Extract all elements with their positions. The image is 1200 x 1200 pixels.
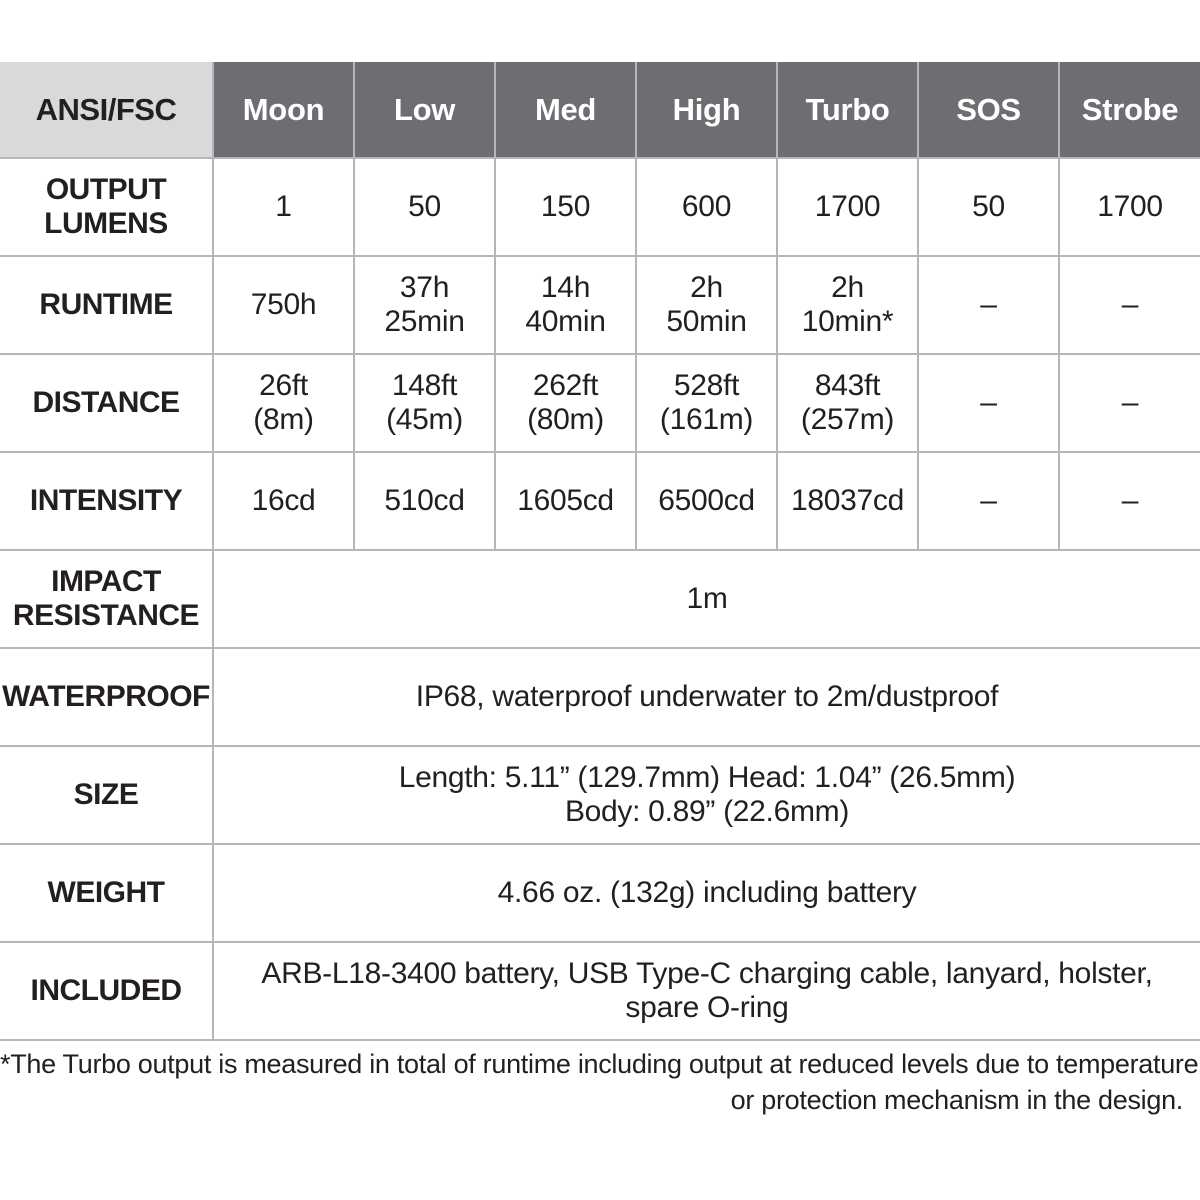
- turbo-footnote: *The Turbo output is measured in total of runtime including output at reduced levels due to temperature or protection mechanism in the design.: [0, 1049, 1199, 1115]
- runtime-high: 2h 50min: [636, 256, 777, 354]
- mode-header-med: Med: [495, 62, 636, 158]
- row-label-included: INCLUDED: [0, 942, 213, 1040]
- runtime-row: [0, 256, 1200, 354]
- waterproof-value: IP68, waterproof underwater to 2m/dustproof: [213, 648, 1200, 746]
- weight-row: [0, 844, 1200, 942]
- included-value: ARB-L18-3400 battery, USB Type-C charging cable, lanyard, holster, spare O-ring: [213, 942, 1200, 1040]
- output-low: 50: [354, 158, 495, 256]
- intensity-row: [0, 452, 1200, 550]
- output-high: 600: [636, 158, 777, 256]
- distance-sos: –: [918, 354, 1059, 452]
- mode-header-low: Low: [354, 62, 495, 158]
- distance-turbo: 843ft (257m): [777, 354, 918, 452]
- distance-moon: 26ft (8m): [213, 354, 354, 452]
- waterproof-row: [0, 648, 1200, 746]
- output-med: 150: [495, 158, 636, 256]
- intensity-high: 6500cd: [636, 452, 777, 550]
- mode-header-strobe: Strobe: [1059, 62, 1200, 158]
- intensity-strobe: –: [1059, 452, 1200, 550]
- distance-med: 262ft (80m): [495, 354, 636, 452]
- mode-header-high: High: [636, 62, 777, 158]
- intensity-turbo: 18037cd: [777, 452, 918, 550]
- spec-table: [0, 62, 1200, 1041]
- runtime-sos: –: [918, 256, 1059, 354]
- impact-value: 1m: [213, 550, 1200, 648]
- row-label-runtime: RUNTIME: [0, 256, 213, 354]
- header-row: [0, 62, 1200, 158]
- output-sos: 50: [918, 158, 1059, 256]
- runtime-moon: 750h: [213, 256, 354, 354]
- runtime-med: 14h 40min: [495, 256, 636, 354]
- runtime-low: 37h 25min: [354, 256, 495, 354]
- row-label-waterproof: WATERPROOF: [0, 648, 213, 746]
- size-row: [0, 746, 1200, 844]
- row-label-size: SIZE: [0, 746, 213, 844]
- row-label-weight: WEIGHT: [0, 844, 213, 942]
- intensity-low: 510cd: [354, 452, 495, 550]
- size-value: Length: 5.11” (129.7mm) Head: 1.04” (26.5mm) Body: 0.89” (22.6mm): [213, 746, 1200, 844]
- runtime-turbo: 2h 10min*: [777, 256, 918, 354]
- weight-value: 4.66 oz. (132g) including battery: [213, 844, 1200, 942]
- output-row: [0, 158, 1200, 256]
- included-row: [0, 942, 1200, 1040]
- distance-row: [0, 354, 1200, 452]
- intensity-moon: 16cd: [213, 452, 354, 550]
- output-strobe: 1700: [1059, 158, 1200, 256]
- mode-header-moon: Moon: [213, 62, 354, 158]
- output-turbo: 1700: [777, 158, 918, 256]
- impact-row: [0, 550, 1200, 648]
- output-moon: 1: [213, 158, 354, 256]
- intensity-med: 1605cd: [495, 452, 636, 550]
- row-label-output: OUTPUT LUMENS: [0, 158, 213, 256]
- runtime-strobe: –: [1059, 256, 1200, 354]
- row-label-impact: IMPACT RESISTANCE: [0, 550, 213, 648]
- mode-header-sos: SOS: [918, 62, 1059, 158]
- distance-high: 528ft (161m): [636, 354, 777, 452]
- row-label-intensity: INTENSITY: [0, 452, 213, 550]
- intensity-sos: –: [918, 452, 1059, 550]
- row-label-distance: DISTANCE: [0, 354, 213, 452]
- mode-header-turbo: Turbo: [777, 62, 918, 158]
- distance-strobe: –: [1059, 354, 1200, 452]
- distance-low: 148ft (45m): [354, 354, 495, 452]
- corner-header-ansi-fsc: ANSI/FSC: [0, 62, 213, 158]
